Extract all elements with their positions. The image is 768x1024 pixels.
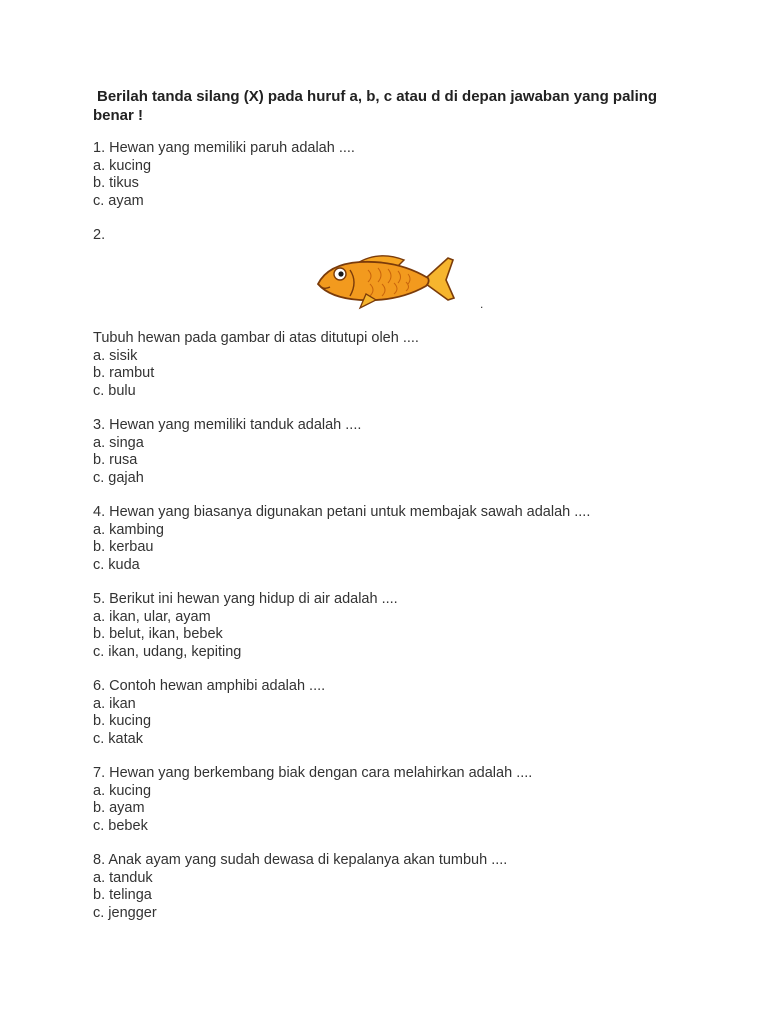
- question-3-option-c: c. gajah: [93, 469, 144, 486]
- question-8: [93, 852, 507, 922]
- question-1-text: 1. Hewan yang memiliki paruh adalah ....: [93, 140, 355, 156]
- question-3: [93, 417, 361, 487]
- fish-image: [308, 250, 458, 310]
- question-5-option-a: a. ikan, ular, ayam: [93, 608, 211, 625]
- question-7-text: 7. Hewan yang berkembang biak dengan cara melahirkan adalah ....: [93, 765, 533, 781]
- question-1-option-b: b. tikus: [93, 175, 139, 191]
- fish-tail: [426, 258, 454, 300]
- question-4-text: 4. Hewan yang biasanya digunakan petani untuk membajak sawah adalah ....: [93, 504, 591, 520]
- question-7-option-b: b. ayam: [93, 800, 145, 816]
- question-2-number-label: 2.: [93, 227, 106, 243]
- question-2-option-c: c. bulu: [93, 382, 136, 399]
- fish-pupil: [338, 271, 343, 276]
- question-2-option-a: a. sisik: [93, 347, 138, 364]
- question-6-option-c: c. katak: [93, 730, 143, 747]
- question-7-option-c: c. bebek: [93, 817, 148, 834]
- question-8-option-c: c. jengger: [93, 904, 157, 921]
- question-1: [93, 140, 355, 210]
- question-2: [93, 330, 419, 400]
- question-4-option-c: c. kuda: [93, 556, 140, 573]
- question-7: [93, 765, 532, 835]
- question-2-text: Tubuh hewan pada gambar di atas ditutupi oleh ....: [93, 330, 419, 346]
- question-6: [93, 678, 325, 748]
- fish-icon: [308, 250, 458, 310]
- instruction-label: Berilah tanda silang (X) pada huruf a, b, c atau d di depan jawaban yang paling benar !: [93, 88, 658, 124]
- question-4-option-b: b. kerbau: [93, 539, 154, 555]
- question-2-number: [93, 227, 105, 245]
- question-3-text: 3. Hewan yang memiliki tanduk adalah ....: [93, 417, 362, 433]
- question-8-option-b: b. telinga: [93, 887, 152, 903]
- question-5-text: 5. Berikut ini hewan yang hidup di air adalah ....: [93, 591, 398, 607]
- instruction-text: [93, 87, 693, 125]
- question-1-option-a: a. kucing: [93, 157, 152, 174]
- question-2-option-b: b. rambut: [93, 365, 155, 381]
- question-5-option-b: b. belut, ikan, bebek: [93, 626, 223, 642]
- question-5: [93, 591, 398, 661]
- question-5-option-c: c. ikan, udang, kepiting: [93, 643, 242, 660]
- question-7-option-a: a. kucing: [93, 782, 152, 799]
- question-8-text: 8. Anak ayam yang sudah dewasa di kepalanya akan tumbuh ....: [93, 852, 508, 868]
- question-3-option-b: b. rusa: [93, 452, 138, 468]
- question-4: [93, 504, 590, 574]
- question-1-option-c: c. ayam: [93, 192, 144, 209]
- image-dot: .: [480, 297, 484, 311]
- fish-body: [318, 262, 429, 300]
- question-6-option-a: a. ikan: [93, 695, 136, 712]
- question-6-option-b: b. kucing: [93, 713, 152, 729]
- question-3-option-a: a. singa: [93, 434, 144, 451]
- question-4-option-a: a. kambing: [93, 521, 164, 538]
- question-8-option-a: a. tanduk: [93, 869, 153, 886]
- question-6-text: 6. Contoh hewan amphibi adalah ....: [93, 678, 326, 694]
